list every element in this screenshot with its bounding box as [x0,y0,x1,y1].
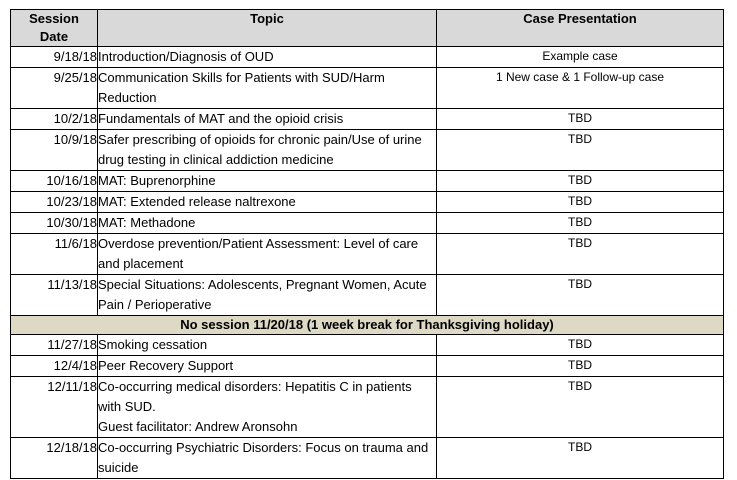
session-topic: Smoking cessation [98,335,437,356]
case-presentation: TBD [437,335,724,356]
header-row [11,10,724,47]
session-date: 12/18/18 [11,438,98,479]
session-topic: Special Situations: Adolescents, Pregnant Women, Acute Pain / Perioperative [98,275,437,316]
table-row [11,68,724,109]
session-topic: Co-occurring Psychiatric Disorders: Focus on trauma and suicide [98,438,437,479]
session-date: 9/18/18 [11,47,98,68]
case-presentation: TBD [437,192,724,213]
session-date: 10/23/18 [11,192,98,213]
table-row [11,234,724,275]
session-date: 11/13/18 [11,275,98,316]
case-presentation: TBD [437,356,724,377]
header-case-presentation: Case Presentation [437,10,724,47]
session-topic: Communication Skills for Patients with SUD/Harm Reduction [98,68,437,109]
table-row [11,130,724,171]
session-topic: Peer Recovery Support [98,356,437,377]
session-date: 10/30/18 [11,213,98,234]
session-topic: Overdose prevention/Patient Assessment: Level of care and placement [98,234,437,275]
session-topic: MAT: Buprenorphine [98,171,437,192]
header-topic: Topic [98,10,437,47]
header-session-date [11,10,98,47]
case-presentation: TBD [437,109,724,130]
case-presentation: TBD [437,234,724,275]
table-row [11,47,724,68]
header-session-date-line2: Date [39,29,69,44]
break-notice: No session 11/20/18 (1 week break for Thanksgiving holiday) [11,316,724,335]
table-row [11,356,724,377]
session-date: 9/25/18 [11,68,98,109]
break-row [11,316,724,335]
table-row [11,335,724,356]
session-date: 11/6/18 [11,234,98,275]
case-presentation: TBD [437,130,724,171]
session-date: 10/16/18 [11,171,98,192]
session-topic: Introduction/Diagnosis of OUD [98,47,437,68]
case-presentation: TBD [437,377,724,438]
table-row [11,109,724,130]
session-date: 10/2/18 [11,109,98,130]
case-presentation: TBD [437,275,724,316]
header-session-date-line1: Session [29,11,79,26]
session-date: 12/11/18 [11,377,98,438]
session-date: 12/4/18 [11,356,98,377]
case-presentation: TBD [437,171,724,192]
session-date: 10/9/18 [11,130,98,171]
table-row [11,377,724,438]
table-row [11,192,724,213]
session-topic: Fundamentals of MAT and the opioid crisis [98,109,437,130]
case-presentation: Example case [437,47,724,68]
table-row [11,171,724,192]
session-topic: Co-occurring medical disorders: Hepatitis C in patients with SUD. [98,379,412,414]
case-presentation: TBD [437,213,724,234]
table-row [11,213,724,234]
session-topic-cell [98,377,437,438]
session-topic: Safer prescribing of opioids for chronic pain/Use of urine drug testing in clinical addiction medicine [98,130,437,171]
case-presentation: 1 New case & 1 Follow-up case [437,68,724,109]
table-row [11,438,724,479]
session-topic: MAT: Extended release naltrexone [98,192,437,213]
guest-facilitator: Guest facilitator: Andrew Aronsohn [98,419,298,434]
session-topic: MAT: Methadone [98,213,437,234]
session-schedule-table [10,9,724,479]
case-presentation: TBD [437,438,724,479]
table-row [11,275,724,316]
session-date: 11/27/18 [11,335,98,356]
